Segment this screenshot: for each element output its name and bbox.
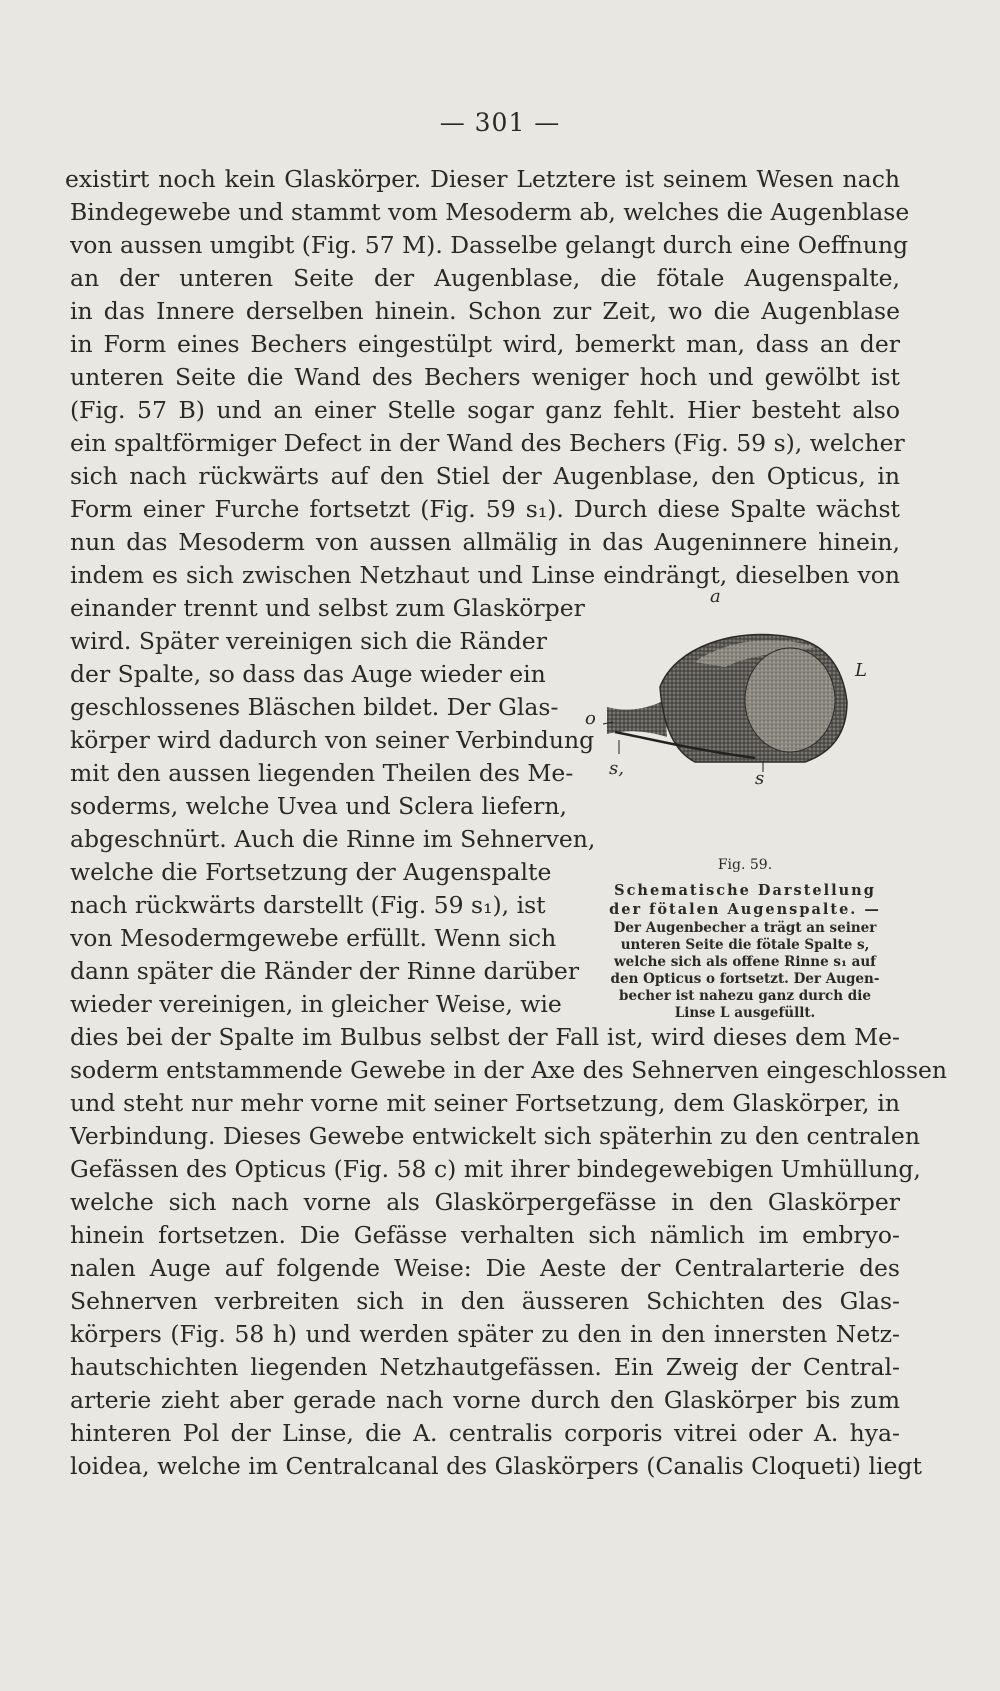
- caption-title: der fötalen Augenspalte. —: [609, 901, 881, 918]
- caption-line: Der Augenbecher a trägt an seiner: [613, 920, 877, 936]
- body-line: existirt noch kein Glaskörper. Dieser Letztere ist seinem Wesen nach: [65, 165, 900, 193]
- body-line: soderm entstammende Gewebe in der Axe des Sehnerven eingeschlossen: [70, 1056, 948, 1084]
- body-line: welche sich nach vorne als Glaskörpergefässe in den Glaskörper: [70, 1188, 900, 1216]
- body-line: loidea, welche im Centralcanal des Glaskörpers (Canalis Cloqueti) liegt: [70, 1452, 922, 1480]
- body-line: von aussen umgibt (Fig. 57 M). Dasselbe gelangt durch eine Oeffnung: [70, 231, 909, 259]
- figure-number: Fig. 59.: [717, 857, 773, 873]
- wrap-line: nach rückwärts darstellt (Fig. 59 s₁), ist: [70, 891, 546, 919]
- body-line: hinein fortsetzen. Die Gefässe verhalten sich nämlich im embryo-: [70, 1221, 900, 1249]
- body-line: indem es sich zwischen Netzhaut und Linse eindrängt, dieselben von: [70, 561, 900, 589]
- wrap-line: dann später die Ränder der Rinne darüber: [70, 957, 580, 985]
- wrap-line: welche die Fortsetzung der Augenspalte: [70, 858, 552, 886]
- label-a: a: [710, 586, 721, 607]
- body-line: und steht nur mehr vorne mit seiner Fortsetzung, dem Glaskörper, in: [70, 1089, 900, 1117]
- caption-line: welche sich als offene Rinne s₁ auf: [614, 954, 876, 970]
- wrap-line: abgeschnürt. Auch die Rinne im Sehnerven,: [70, 825, 596, 853]
- caption-line: becher ist nahezu ganz durch die: [619, 988, 871, 1004]
- caption-line: Linse L ausgefüllt.: [674, 1005, 816, 1021]
- wrap-line: mit den aussen liegenden Theilen des Me-: [70, 759, 574, 787]
- body-line: (Fig. 57 B) und an einer Stelle sogar ganz fehlt. Hier besteht also: [70, 396, 900, 424]
- body-line: an der unteren Seite der Augenblase, die fötale Augenspalte,: [70, 264, 900, 292]
- wrap-line: wieder vereinigen, in gleicher Weise, wie: [70, 990, 562, 1018]
- label-o: o: [585, 708, 596, 729]
- eye-cup-drawing: [585, 612, 885, 862]
- body-line: in das Innere derselben hinein. Schon zur Zeit, wo die Augenblase: [70, 297, 900, 325]
- body-line: Bindegewebe und stammt vom Mesoderm ab, welches die Augenblase: [70, 198, 910, 226]
- body-line: Sehnerven verbreiten sich in den äusseren Schichten des Glas-: [70, 1287, 900, 1315]
- body-line: nun das Mesoderm von aussen allmälig in das Augeninnere hinein,: [70, 528, 900, 556]
- lens: [745, 648, 835, 752]
- caption-line: den Opticus o fortsetzt. Der Augen-: [610, 971, 880, 987]
- wrap-line: geschlossenes Bläschen bildet. Der Glas-: [70, 693, 559, 721]
- label-s1: s,: [609, 758, 624, 779]
- body-line: hautschichten liegenden Netzhautgefässen. Ein Zweig der Central-: [70, 1353, 900, 1381]
- body-line: unteren Seite die Wand des Bechers weniger hoch und gewölbt ist: [70, 363, 900, 391]
- body-line: körpers (Fig. 58 h) und werden später zu den in den innersten Netz-: [70, 1320, 900, 1348]
- body-line: hinteren Pol der Linse, die A. centralis corporis vitrei oder A. hya-: [70, 1419, 900, 1447]
- body-line: ein spaltförmiger Defect in der Wand des Bechers (Fig. 59 s), welcher: [70, 429, 905, 457]
- label-s: s: [755, 768, 765, 789]
- wrap-line: der Spalte, so dass das Auge wieder ein: [70, 660, 546, 688]
- body-line: Gefässen des Opticus (Fig. 58 c) mit ihrer bindegewebigen Umhüllung,: [70, 1155, 921, 1183]
- label-L: L: [855, 660, 867, 681]
- wrap-line: soderms, welche Uvea und Sclera liefern,: [70, 792, 567, 820]
- caption-title: Schematische Darstellung: [614, 882, 876, 899]
- wrap-line: von Mesodermgewebe erfüllt. Wenn sich: [70, 924, 557, 952]
- body-line: in Form eines Bechers eingestülpt wird, bemerkt man, dass an der: [70, 330, 900, 358]
- page-number: — 301 —: [439, 108, 561, 137]
- body-line: Form einer Furche fortsetzt (Fig. 59 s₁). Durch diese Spalte wächst: [70, 495, 900, 523]
- body-line: arterie zieht aber gerade nach vorne durch den Glaskörper bis zum: [70, 1386, 900, 1414]
- caption-line: unteren Seite die fötale Spalte s,: [620, 937, 870, 953]
- body-line: nalen Auge auf folgende Weise: Die Aeste der Centralarterie des: [70, 1254, 900, 1282]
- body-line: Verbindung. Dieses Gewebe entwickelt sich späterhin zu den centralen: [70, 1122, 920, 1150]
- wrap-line: einander trennt und selbst zum Glaskörper: [70, 594, 585, 622]
- wrap-line: körper wird dadurch von seiner Verbindung: [70, 726, 595, 754]
- body-line: dies bei der Spalte im Bulbus selbst der Fall ist, wird dieses dem Me-: [70, 1023, 900, 1051]
- body-line: sich nach rückwärts auf den Stiel der Augenblase, den Opticus, in: [70, 462, 900, 490]
- wrap-line: wird. Später vereinigen sich die Ränder: [70, 627, 547, 655]
- figure-59-illustration: [585, 586, 885, 862]
